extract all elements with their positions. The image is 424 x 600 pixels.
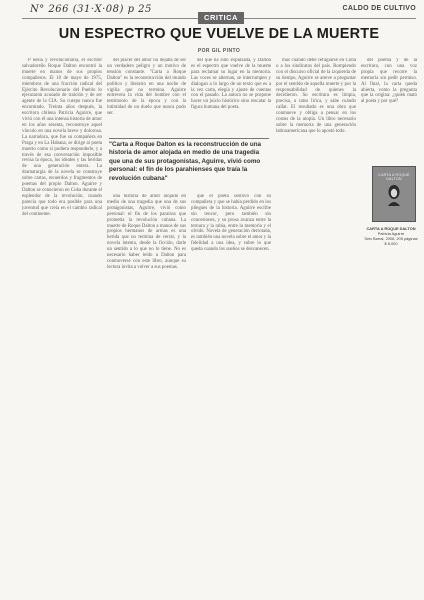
- article-column-4: [276, 58, 356, 298]
- article-column-3: [191, 58, 271, 132]
- book-cover-title: CARTA A ROQUE DALTON: [378, 173, 410, 181]
- column-4-text: más cuando debe refugiarse en Cuba o a los sindicatos del país. Rompiendo con el discurso oficial de la izquierda de su tiempo, Aguirre se atreve a preguntar por el sentido de aquella muerte y por la responsabilidad de quienes la decidieron. Su escritura es limpia, precisa, a ratos lírica, y sabe cuándo callar. El resultado es una obra que conmueve y obliga a pensar en los costos de la utopía. Un libro necesario sobre la memoria de una generación latinoamericana que lo apostó todo.: [276, 58, 356, 134]
- column-3-lower-text: que el poeta sostuvo con su compañera y que se había perdido en los pliegues de la historia. Aguirre escribe sin rencor, pero también sin concesiones, y su prosa avanza entre la ternura y la rabia, entre la memoria y el olvido. Novela de generación derrotada, es también una novela sobre el amor y la fidelidad a una idea, y sobre lo que queda cuando los sueños se desvanecen.: [191, 194, 271, 253]
- article-column-1: [22, 58, 102, 296]
- portrait-silhouette-icon: [386, 184, 402, 206]
- kicker-label: CRITICA: [198, 12, 244, 24]
- article-column-3-lower: [191, 194, 271, 298]
- column-5-text: del poema y de la escritura, con una voz propia que recorre la memoria sin pedir permiso. Al final, la carta queda abierta, como la pregunta que la origina: ¿quién mató al poeta y por qué?: [361, 58, 417, 105]
- column-2-lower-text: una historia de amor alojada en medio de una tragedia que una de sus protagonistas, Aguirre, vivió como personal: el fin de los paraísos que prometía la revolución cubana. La muerte de Roque Dalton a manos de sus propios hermanos de armas es una herida que no termina de cerrar, y la novela intenta, desde la ficción, darle un sentido a lo que no lo tiene. No es necesario haber leído a Dalton para conmoverse con este libro, aunque su lectura invita a volver a sus poemas.: [107, 194, 186, 270]
- pull-quote: "Carta a Roque Dalton es la reconstrucción de una historia de amor alojada en medio de una tragedia que una de sus protagonistas, Aguirre, vivió como personal: el fin de los parahienses que traía la revolución cubana": [109, 138, 269, 183]
- caption-publisher: Seix Barral, 2008, 205 páginas: [364, 236, 418, 241]
- article-column-2: [107, 58, 186, 132]
- column-1-text: P oesía y revolucionaria, el escritor salvadoreño Roque Dalton encontró la muerte en manos de sus propios compañeros. El 10 de mayo de 1975, miembros de una fracción radical del Ejército Revolucionario del Pueblo lo ejecutaron acusado de traición y de ser agente de la CIA. Su cuerpo nunca fue encontrado. Treinta años después, la escritora chilena Patricia Aguirre, que vivió con él una intensa historia de amor en los años sesenta, reconstruye aquel vínculo en una novela breve y dolorosa. La narradora, que fue su compañera en Praga y en La Habana, se dirige al poeta muerto como si pudiera responderle, y a través de esa conversación imposible revisa la época, los ideales y las heridas de una generación entera. La dramaturgia de la novela se construye sobre cartas, recuerdos y fragmentos de poemas del propio Dalton. Aguirre y Dalton se conocieron en Cuba durante el esplendor de la revolución, cuando parecía que todo era posible para una juventud que creía en el cambio radical del continente.: [22, 58, 102, 217]
- byline: POR GIL PINTO: [197, 48, 241, 54]
- column-3-text: del que ha sido expulsada, y Dalton es el espectro que vuelve de la muerte para reclamar su lugar en la memoria. Las voces se alternan, se interrumpen y dialogan a lo largo de un texto que es a la vez carta, elegía y ajuste de cuentas con el pasado. La autora no se propone hacer un juicio histórico sino rescatar la figura humana del poeta.: [191, 58, 271, 111]
- book-caption: [361, 226, 421, 246]
- column-2-text: del placer del amor no dejaba de ser un verdadero peligro y un motivo de tensión constante. "Carta a Roque Dalton" es la reconstrucción del mundo político y literario en una noche de vigilia que no termina. Aguirre entrevera la vida del hombre con el testimonio de la época y con la intimidad de un duelo que nunca pudo ser.: [107, 58, 186, 117]
- article-column-2-lower: [107, 194, 186, 298]
- caption-title: CARTA A ROQUE DALTON: [366, 226, 416, 231]
- article-column-5: [361, 58, 417, 154]
- caption-author: Patricia Aguirre: [377, 231, 405, 236]
- caption-price: $ 8.000: [384, 241, 398, 246]
- book-cover-image: [372, 166, 416, 222]
- handwritten-annotation: N° 266 (31·X·08) p 25: [30, 4, 152, 15]
- section-name: CALDO DE CULTIVO: [342, 5, 416, 12]
- article-headline: UN ESPECTRO QUE VUELVE DE LA MUERTE: [58, 26, 380, 42]
